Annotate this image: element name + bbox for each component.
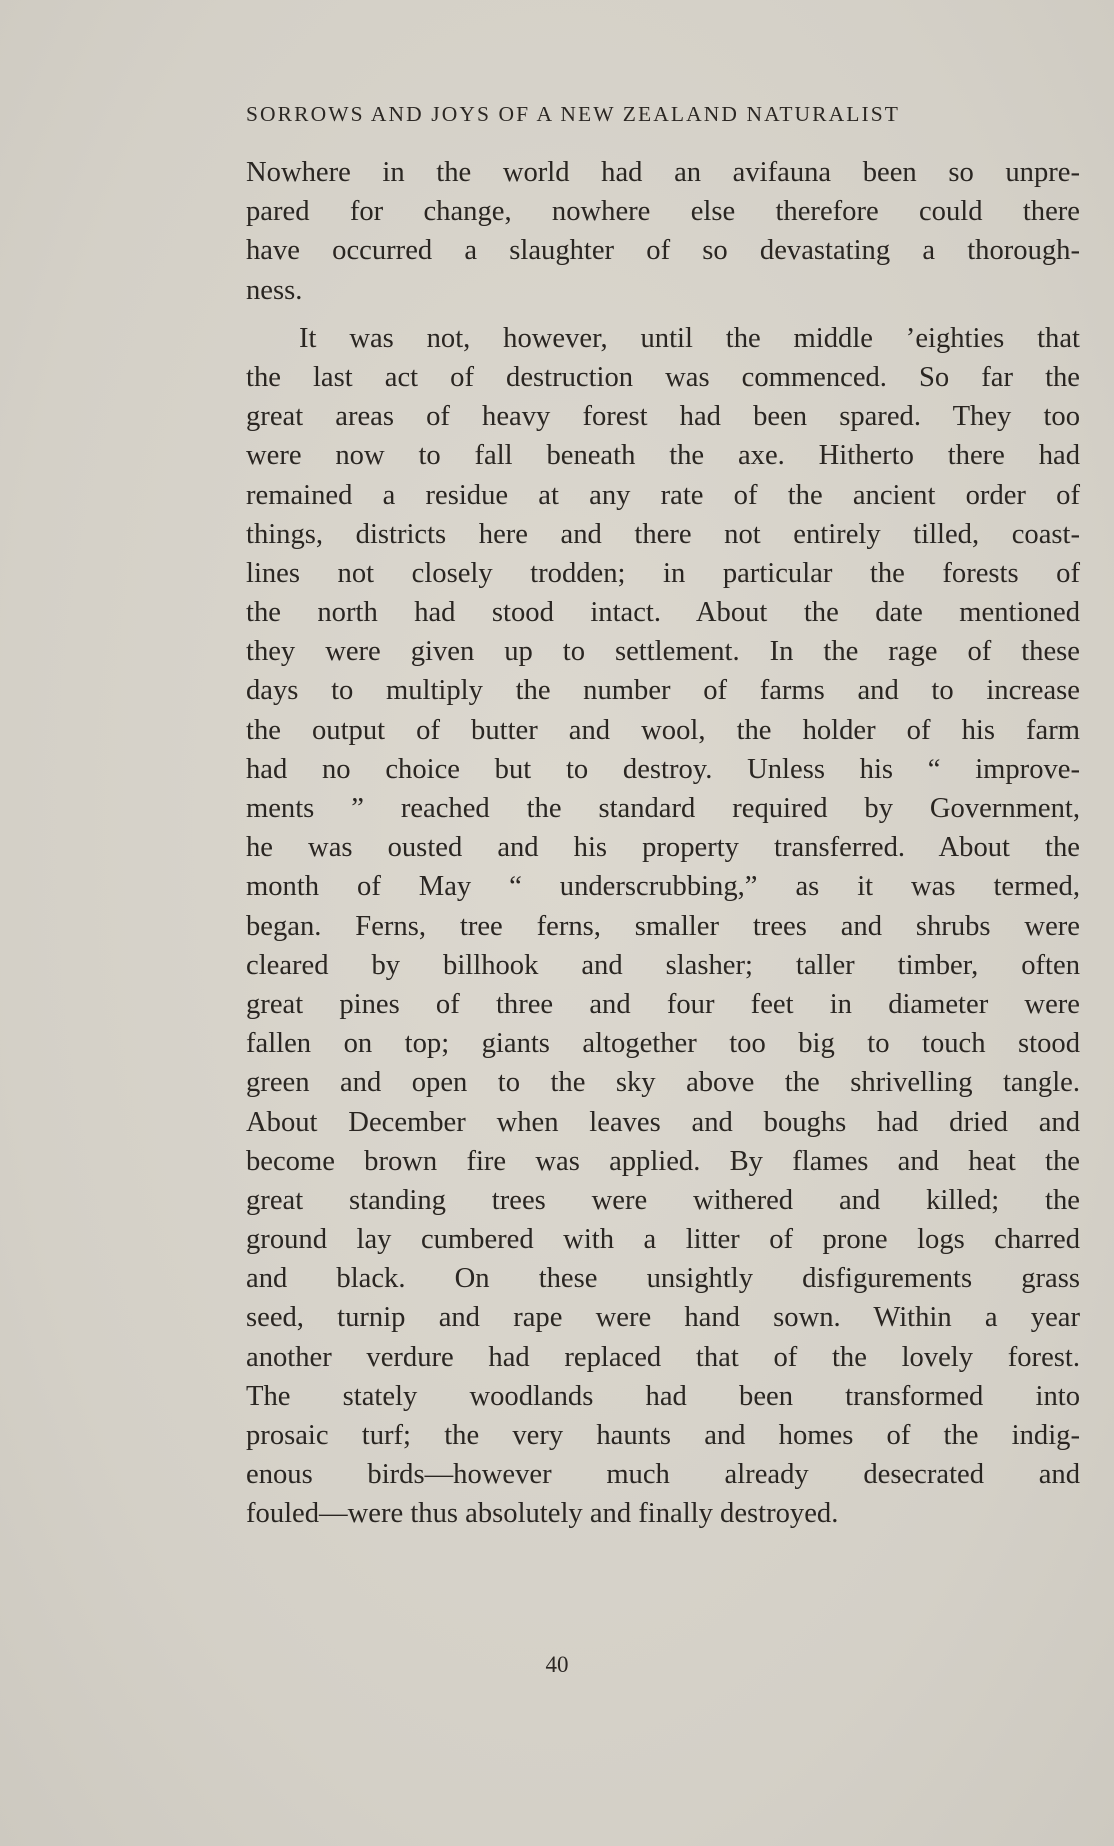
text-line: had no choice but to destroy. Unless his “ improve-: [246, 753, 1080, 785]
text-line: seed, turnip and rape were hand sown. Within a year: [246, 1302, 1080, 1334]
text-line: green and open to the sky above the shrivelling tangle.: [246, 1067, 1080, 1099]
text-line: great pines of three and four feet in diameter were: [246, 988, 1080, 1020]
text-line: About December when leaves and boughs had dried and: [246, 1106, 1080, 1138]
text-line: they were given up to settlement. In the rage of these: [246, 636, 1080, 668]
paragraph-2: [246, 319, 1080, 1534]
text-line: he was ousted and his property transferred. About the: [246, 832, 1080, 864]
paragraph-1: [246, 153, 1080, 310]
text-line: things, districts here and there not entirely tilled, coast-: [246, 518, 1080, 550]
text-line: ments ” reached the standard required by Government,: [246, 793, 1080, 824]
text-line: pared for change, nowhere else therefore could there: [246, 196, 1080, 228]
text-line: lines not closely trodden; in particular the forests of: [246, 557, 1080, 589]
text-line: It was not, however, until the middle ’eighties that: [299, 322, 1080, 354]
text-line: the last act of destruction was commenced. So far the: [246, 361, 1080, 393]
text-line: the north had stood intact. About the date mentioned: [246, 597, 1080, 629]
page-number: 40: [545, 1652, 569, 1677]
text-line: have occurred a slaughter of so devastating a thorough-: [246, 235, 1080, 267]
text-line: Nowhere in the world had an avifauna been so unpre-: [246, 157, 1080, 188]
text-line: month of May “ underscrubbing,” as it was termed,: [246, 871, 1080, 903]
text-line: remained a residue at any rate of the ancient order of: [246, 479, 1080, 511]
text-line: the output of butter and wool, the holder of his farm: [246, 714, 1080, 746]
text-line: another verdure had replaced that of the lovely forest.: [246, 1341, 1080, 1373]
text-line: ground lay cumbered with a litter of prone logs charred: [246, 1224, 1080, 1256]
running-head: SORROWS AND JOYS OF A NEW ZEALAND NATURALIST: [246, 102, 901, 126]
text-line: cleared by billhook and slasher; taller timber, often: [246, 949, 1080, 981]
text-line: and black. On these unsightly disfigurements grass: [246, 1263, 1080, 1295]
paragraph-gap: [246, 310, 1080, 319]
text-line: fouled—were thus absolutely and finally destroyed.: [246, 1498, 839, 1530]
text-line: days to multiply the number of farms and to increase: [246, 675, 1080, 707]
text-line: fallen on top; giants altogether too big to touch stood: [246, 1028, 1080, 1060]
text-line: great areas of heavy forest had been spared. They too: [246, 401, 1080, 433]
text-line: great standing trees were withered and killed; the: [246, 1184, 1080, 1216]
text-line: The stately woodlands had been transformed into: [246, 1380, 1080, 1412]
body-text: [246, 153, 1080, 1534]
text-line: were now to fall beneath the axe. Hitherto there had: [246, 440, 1080, 472]
text-line: began. Ferns, tree ferns, smaller trees and shrubs were: [246, 910, 1080, 942]
text-line: become brown fire was applied. By flames and heat the: [246, 1145, 1080, 1177]
text-line: ness.: [246, 274, 303, 306]
text-line: prosaic turf; the very haunts and homes of the indig-: [246, 1420, 1080, 1451]
text-line: enous birds—however much already desecrated and: [246, 1459, 1080, 1491]
